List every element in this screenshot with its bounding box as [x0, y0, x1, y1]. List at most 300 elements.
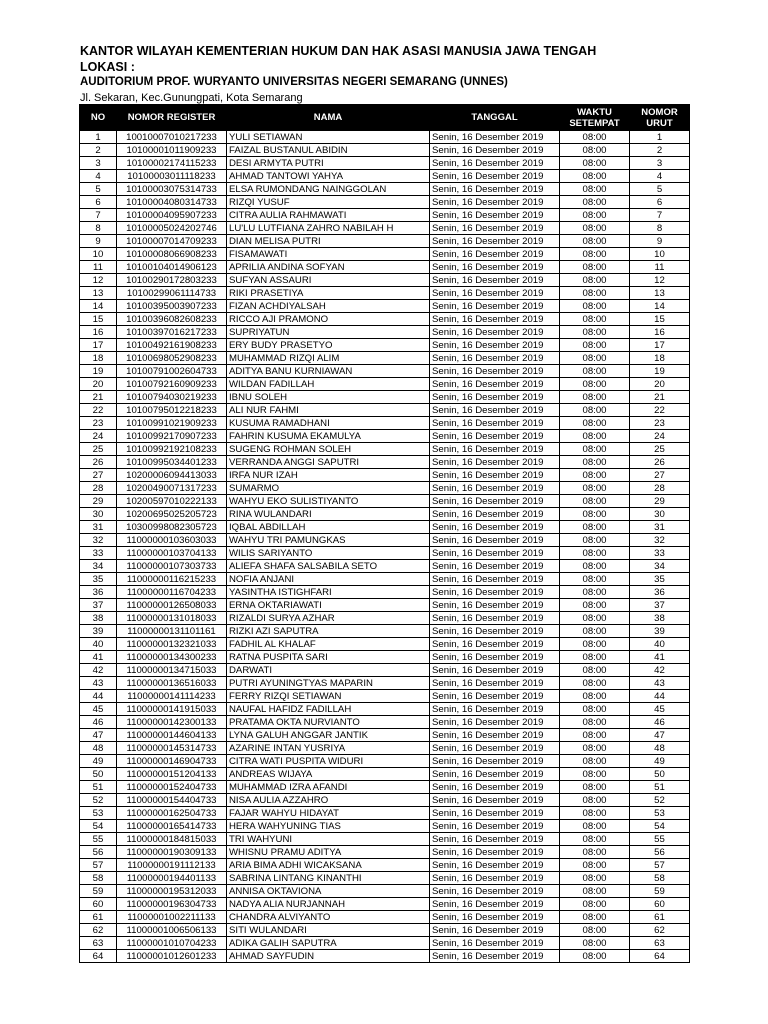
table-row — [80, 573, 690, 586]
table-row — [80, 911, 690, 924]
cell-waktu: 08:00 — [560, 729, 630, 742]
cell-nomor-urut: 39 — [630, 625, 690, 638]
cell-nomor-urut: 17 — [630, 339, 690, 352]
table-row — [80, 729, 690, 742]
cell-nama: APRILIA ANDINA SOFYAN — [227, 261, 430, 274]
cell-no: 57 — [80, 859, 117, 872]
header-waktu-line2: SETEMPAT — [569, 117, 620, 129]
cell-nomor-register: 10100002174115233 — [117, 157, 227, 170]
table-body — [80, 131, 690, 963]
cell-no: 49 — [80, 755, 117, 768]
table-row — [80, 742, 690, 755]
table-row — [80, 261, 690, 274]
table-row — [80, 794, 690, 807]
cell-waktu: 08:00 — [560, 300, 630, 313]
cell-tanggal: Senin, 16 Desember 2019 — [430, 365, 560, 378]
cell-nama: WILDAN FADILLAH — [227, 378, 430, 391]
cell-nomor-urut: 13 — [630, 287, 690, 300]
table-row — [80, 547, 690, 560]
cell-no: 63 — [80, 937, 117, 950]
cell-nomor-urut: 50 — [630, 768, 690, 781]
cell-tanggal: Senin, 16 Desember 2019 — [430, 560, 560, 573]
table-row — [80, 521, 690, 534]
cell-tanggal: Senin, 16 Desember 2019 — [430, 183, 560, 196]
table-row — [80, 443, 690, 456]
cell-nomor-register: 11000000134715033 — [117, 664, 227, 677]
table-row — [80, 885, 690, 898]
cell-tanggal: Senin, 16 Desember 2019 — [430, 248, 560, 261]
cell-tanggal: Senin, 16 Desember 2019 — [430, 274, 560, 287]
table-row — [80, 131, 690, 144]
cell-nomor-urut: 63 — [630, 937, 690, 950]
cell-tanggal: Senin, 16 Desember 2019 — [430, 521, 560, 534]
cell-nama: RIZQI YUSUF — [227, 196, 430, 209]
cell-no: 29 — [80, 495, 117, 508]
cell-tanggal: Senin, 16 Desember 2019 — [430, 300, 560, 313]
cell-tanggal: Senin, 16 Desember 2019 — [430, 352, 560, 365]
cell-no: 3 — [80, 157, 117, 170]
cell-waktu: 08:00 — [560, 183, 630, 196]
table-row — [80, 651, 690, 664]
cell-nomor-urut: 45 — [630, 703, 690, 716]
cell-nomor-register: 11000000116215233 — [117, 573, 227, 586]
cell-no: 31 — [80, 521, 117, 534]
cell-nomor-register: 11000000195312033 — [117, 885, 227, 898]
cell-no: 25 — [80, 443, 117, 456]
table-row — [80, 716, 690, 729]
cell-waktu: 08:00 — [560, 625, 630, 638]
header-urut-line1: NOMOR — [641, 106, 678, 118]
cell-tanggal: Senin, 16 Desember 2019 — [430, 612, 560, 625]
document-title: KANTOR WILAYAH KEMENTERIAN HUKUM DAN HAK ASASI MANUSIA JAWA TENGAH — [80, 44, 597, 58]
cell-no: 8 — [80, 222, 117, 235]
cell-nomor-urut: 10 — [630, 248, 690, 261]
cell-nomor-register: 11000000131101161 — [117, 625, 227, 638]
table-header-row — [80, 105, 690, 131]
cell-tanggal: Senin, 16 Desember 2019 — [430, 508, 560, 521]
cell-nama: CITRA AULIA RAHMAWATI — [227, 209, 430, 222]
cell-nomor-urut: 25 — [630, 443, 690, 456]
cell-nama: ALI NUR FAHMI — [227, 404, 430, 417]
cell-nama: NISA AULIA AZZAHRO — [227, 794, 430, 807]
table-row — [80, 950, 690, 963]
table-row — [80, 196, 690, 209]
cell-nama: IRFA NUR IZAH — [227, 469, 430, 482]
header-tanggal: TANGGAL — [430, 105, 560, 131]
cell-waktu: 08:00 — [560, 391, 630, 404]
cell-nama: TRI WAHYUNI — [227, 833, 430, 846]
cell-no: 24 — [80, 430, 117, 443]
cell-tanggal: Senin, 16 Desember 2019 — [430, 716, 560, 729]
table-row — [80, 612, 690, 625]
cell-nama: VERRANDA ANGGI SAPUTRI — [227, 456, 430, 469]
cell-nomor-register: 11000000116704233 — [117, 586, 227, 599]
cell-nama: ERNA OKTARIAWATI — [227, 599, 430, 612]
cell-tanggal: Senin, 16 Desember 2019 — [430, 131, 560, 144]
cell-no: 20 — [80, 378, 117, 391]
cell-nama: RINA WULANDARI — [227, 508, 430, 521]
cell-no: 56 — [80, 846, 117, 859]
cell-nama: RIZALDI SURYA AZHAR — [227, 612, 430, 625]
cell-no: 26 — [80, 456, 117, 469]
table-row — [80, 508, 690, 521]
cell-nomor-urut: 3 — [630, 157, 690, 170]
cell-waktu: 08:00 — [560, 612, 630, 625]
cell-no: 48 — [80, 742, 117, 755]
table-row — [80, 924, 690, 937]
cell-nomor-urut: 24 — [630, 430, 690, 443]
cell-nomor-register: 11000000190309133 — [117, 846, 227, 859]
cell-waktu: 08:00 — [560, 209, 630, 222]
cell-nama: ADITYA BANU KURNIAWAN — [227, 365, 430, 378]
cell-tanggal: Senin, 16 Desember 2019 — [430, 235, 560, 248]
cell-nomor-register: 10100290172803233 — [117, 274, 227, 287]
cell-nomor-register: 10100003075314733 — [117, 183, 227, 196]
cell-tanggal: Senin, 16 Desember 2019 — [430, 781, 560, 794]
table-row — [80, 820, 690, 833]
cell-waktu: 08:00 — [560, 716, 630, 729]
cell-nama: WHISNU PRAMU ADITYA — [227, 846, 430, 859]
cell-nama: HERA WAHYUNING TIAS — [227, 820, 430, 833]
cell-waktu: 08:00 — [560, 482, 630, 495]
cell-nomor-register: 11000000134300233 — [117, 651, 227, 664]
cell-nomor-register: 11000000142300133 — [117, 716, 227, 729]
cell-nama: RATNA PUSPITA SARI — [227, 651, 430, 664]
cell-nama: ARIA BIMA ADHI WICAKSANA — [227, 859, 430, 872]
cell-no: 10 — [80, 248, 117, 261]
cell-waktu: 08:00 — [560, 820, 630, 833]
cell-waktu: 08:00 — [560, 885, 630, 898]
cell-nomor-urut: 4 — [630, 170, 690, 183]
cell-nomor-register: 11000000154404733 — [117, 794, 227, 807]
cell-nama: AHMAD SAYFUDIN — [227, 950, 430, 963]
cell-nomor-register: 10100104014906123 — [117, 261, 227, 274]
cell-no: 64 — [80, 950, 117, 963]
table-row — [80, 560, 690, 573]
table-row — [80, 313, 690, 326]
cell-no: 43 — [80, 677, 117, 690]
cell-nama: FIZAN ACHDIYALSAH — [227, 300, 430, 313]
cell-tanggal: Senin, 16 Desember 2019 — [430, 950, 560, 963]
cell-no: 11 — [80, 261, 117, 274]
cell-no: 6 — [80, 196, 117, 209]
cell-no: 61 — [80, 911, 117, 924]
cell-nama: MUHAMMAD RIZQI ALIM — [227, 352, 430, 365]
cell-no: 33 — [80, 547, 117, 560]
cell-nama: AHMAD TANTOWI YAHYA — [227, 170, 430, 183]
cell-nomor-register: 11000000131018033 — [117, 612, 227, 625]
cell-no: 39 — [80, 625, 117, 638]
cell-nomor-register: 10100992192108233 — [117, 443, 227, 456]
cell-waktu: 08:00 — [560, 365, 630, 378]
cell-nomor-urut: 36 — [630, 586, 690, 599]
cell-nama: DARWATI — [227, 664, 430, 677]
cell-no: 41 — [80, 651, 117, 664]
cell-waktu: 08:00 — [560, 547, 630, 560]
cell-tanggal: Senin, 16 Desember 2019 — [430, 664, 560, 677]
table-row — [80, 690, 690, 703]
header-nomor-urut — [630, 105, 690, 131]
cell-tanggal: Senin, 16 Desember 2019 — [430, 742, 560, 755]
cell-nomor-urut: 43 — [630, 677, 690, 690]
cell-tanggal: Senin, 16 Desember 2019 — [430, 287, 560, 300]
cell-nomor-register: 11000000141114233 — [117, 690, 227, 703]
cell-nama: LU'LU LUTFIANA ZAHRO NABILAH H — [227, 222, 430, 235]
table-row — [80, 625, 690, 638]
cell-nama: NAUFAL HAFIDZ FADILLAH — [227, 703, 430, 716]
table-row — [80, 222, 690, 235]
cell-no: 27 — [80, 469, 117, 482]
cell-nomor-register: 10200490071317233 — [117, 482, 227, 495]
cell-nomor-register: 10300998082305723 — [117, 521, 227, 534]
cell-waktu: 08:00 — [560, 742, 630, 755]
cell-nomor-urut: 19 — [630, 365, 690, 378]
cell-no: 14 — [80, 300, 117, 313]
cell-nomor-urut: 5 — [630, 183, 690, 196]
cell-nama: ADIKA GALIH SAPUTRA — [227, 937, 430, 950]
cell-nomor-register: 11000000165414733 — [117, 820, 227, 833]
cell-tanggal: Senin, 16 Desember 2019 — [430, 690, 560, 703]
cell-nomor-urut: 26 — [630, 456, 690, 469]
cell-nomor-urut: 2 — [630, 144, 690, 157]
cell-no: 2 — [80, 144, 117, 157]
cell-nomor-register: 11000000194401133 — [117, 872, 227, 885]
cell-nomor-urut: 1 — [630, 131, 690, 144]
cell-nama: FERRY RIZQI SETIAWAN — [227, 690, 430, 703]
cell-nomor-urut: 28 — [630, 482, 690, 495]
cell-no: 36 — [80, 586, 117, 599]
cell-nama: SITI WULANDARI — [227, 924, 430, 937]
cell-no: 28 — [80, 482, 117, 495]
cell-nomor-register: 10200597010222133 — [117, 495, 227, 508]
table-row — [80, 352, 690, 365]
cell-nama: IBNU SOLEH — [227, 391, 430, 404]
cell-nomor-urut: 18 — [630, 352, 690, 365]
header-waktu-setempat — [560, 105, 630, 131]
cell-nama: NOFIA ANJANI — [227, 573, 430, 586]
cell-tanggal: Senin, 16 Desember 2019 — [430, 872, 560, 885]
table-row — [80, 534, 690, 547]
cell-nomor-urut: 44 — [630, 690, 690, 703]
header-urut-line2: URUT — [646, 117, 673, 129]
cell-waktu: 08:00 — [560, 755, 630, 768]
venue-address: Jl. Sekaran, Kec.Gunungpati, Kota Semarang — [80, 92, 303, 104]
cell-nomor-urut: 42 — [630, 664, 690, 677]
table-row — [80, 638, 690, 651]
cell-no: 53 — [80, 807, 117, 820]
cell-nomor-urut: 38 — [630, 612, 690, 625]
cell-nama: SUPRIYATUN — [227, 326, 430, 339]
cell-waktu: 08:00 — [560, 911, 630, 924]
cell-nama: DIAN MELISA PUTRI — [227, 235, 430, 248]
cell-nomor-register: 10100008066908233 — [117, 248, 227, 261]
cell-no: 50 — [80, 768, 117, 781]
cell-nomor-register: 10100795012218233 — [117, 404, 227, 417]
cell-nama: LYNA GALUH ANGGAR JANTIK — [227, 729, 430, 742]
cell-tanggal: Senin, 16 Desember 2019 — [430, 417, 560, 430]
cell-waktu: 08:00 — [560, 131, 630, 144]
cell-waktu: 08:00 — [560, 469, 630, 482]
cell-no: 23 — [80, 417, 117, 430]
cell-tanggal: Senin, 16 Desember 2019 — [430, 820, 560, 833]
cell-waktu: 08:00 — [560, 833, 630, 846]
cell-nomor-register: 10100794030219233 — [117, 391, 227, 404]
cell-waktu: 08:00 — [560, 352, 630, 365]
cell-tanggal: Senin, 16 Desember 2019 — [430, 677, 560, 690]
cell-tanggal: Senin, 16 Desember 2019 — [430, 599, 560, 612]
table-row — [80, 430, 690, 443]
table-row — [80, 157, 690, 170]
cell-nama: ALIEFA SHAFA SALSABILA SETO — [227, 560, 430, 573]
cell-waktu: 08:00 — [560, 781, 630, 794]
cell-nomor-register: 11000000144604133 — [117, 729, 227, 742]
cell-nama: FAHRIN KUSUMA EKAMULYA — [227, 430, 430, 443]
cell-tanggal: Senin, 16 Desember 2019 — [430, 404, 560, 417]
table-row — [80, 365, 690, 378]
cell-nomor-register: 10100007014709233 — [117, 235, 227, 248]
cell-nama: PRATAMA OKTA NURVIANTO — [227, 716, 430, 729]
cell-nomor-register: 10100792160909233 — [117, 378, 227, 391]
cell-nomor-urut: 37 — [630, 599, 690, 612]
cell-nomor-urut: 56 — [630, 846, 690, 859]
cell-nama: YASINTHA ISTIGHFARI — [227, 586, 430, 599]
cell-nomor-urut: 31 — [630, 521, 690, 534]
cell-nomor-urut: 51 — [630, 781, 690, 794]
cell-nomor-register: 11000000107303733 — [117, 560, 227, 573]
table-row — [80, 664, 690, 677]
cell-nama: DESI ARMYTA PUTRI — [227, 157, 430, 170]
cell-waktu: 08:00 — [560, 274, 630, 287]
cell-no: 7 — [80, 209, 117, 222]
cell-waktu: 08:00 — [560, 287, 630, 300]
table-row — [80, 209, 690, 222]
cell-tanggal: Senin, 16 Desember 2019 — [430, 898, 560, 911]
cell-tanggal: Senin, 16 Desember 2019 — [430, 586, 560, 599]
table-row — [80, 391, 690, 404]
cell-nomor-register: 10100299061114733 — [117, 287, 227, 300]
cell-waktu: 08:00 — [560, 950, 630, 963]
cell-waktu: 08:00 — [560, 573, 630, 586]
table-row — [80, 456, 690, 469]
cell-nama: ELSA RUMONDANG NAINGGOLAN — [227, 183, 430, 196]
cell-no: 5 — [80, 183, 117, 196]
cell-no: 38 — [80, 612, 117, 625]
cell-nomor-urut: 21 — [630, 391, 690, 404]
cell-nomor-urut: 59 — [630, 885, 690, 898]
cell-tanggal: Senin, 16 Desember 2019 — [430, 937, 560, 950]
cell-no: 17 — [80, 339, 117, 352]
cell-waktu: 08:00 — [560, 807, 630, 820]
cell-nomor-register: 11000000196304733 — [117, 898, 227, 911]
cell-nomor-urut: 40 — [630, 638, 690, 651]
cell-waktu: 08:00 — [560, 638, 630, 651]
cell-nomor-urut: 53 — [630, 807, 690, 820]
cell-no: 51 — [80, 781, 117, 794]
table-row — [80, 170, 690, 183]
table-row — [80, 599, 690, 612]
cell-tanggal: Senin, 16 Desember 2019 — [430, 755, 560, 768]
cell-waktu: 08:00 — [560, 313, 630, 326]
cell-nama: WILIS SARIYANTO — [227, 547, 430, 560]
cell-nomor-urut: 16 — [630, 326, 690, 339]
cell-tanggal: Senin, 16 Desember 2019 — [430, 846, 560, 859]
cell-nama: AZARINE INTAN YUSRIYA — [227, 742, 430, 755]
cell-tanggal: Senin, 16 Desember 2019 — [430, 378, 560, 391]
cell-no: 42 — [80, 664, 117, 677]
table-row — [80, 183, 690, 196]
cell-nomor-urut: 8 — [630, 222, 690, 235]
cell-nama: MUHAMMAD IZRA AFANDI — [227, 781, 430, 794]
table-row — [80, 287, 690, 300]
cell-tanggal: Senin, 16 Desember 2019 — [430, 313, 560, 326]
table-row — [80, 807, 690, 820]
cell-nama: CHANDRA ALVIYANTO — [227, 911, 430, 924]
cell-no: 15 — [80, 313, 117, 326]
cell-tanggal: Senin, 16 Desember 2019 — [430, 456, 560, 469]
cell-nomor-urut: 48 — [630, 742, 690, 755]
cell-nomor-urut: 7 — [630, 209, 690, 222]
cell-tanggal: Senin, 16 Desember 2019 — [430, 339, 560, 352]
table-row — [80, 248, 690, 261]
cell-tanggal: Senin, 16 Desember 2019 — [430, 573, 560, 586]
cell-waktu: 08:00 — [560, 222, 630, 235]
cell-waktu: 08:00 — [560, 144, 630, 157]
cell-nomor-register: 10100001011909233 — [117, 144, 227, 157]
cell-nomor-urut: 62 — [630, 924, 690, 937]
cell-no: 60 — [80, 898, 117, 911]
cell-nomor-register: 11000000126508033 — [117, 599, 227, 612]
cell-waktu: 08:00 — [560, 560, 630, 573]
cell-tanggal: Senin, 16 Desember 2019 — [430, 326, 560, 339]
cell-no: 37 — [80, 599, 117, 612]
cell-nomor-urut: 29 — [630, 495, 690, 508]
header-nomor-register: NOMOR REGISTER — [117, 105, 227, 131]
cell-tanggal: Senin, 16 Desember 2019 — [430, 625, 560, 638]
cell-nomor-register: 10010007010217233 — [117, 131, 227, 144]
cell-waktu: 08:00 — [560, 261, 630, 274]
cell-tanggal: Senin, 16 Desember 2019 — [430, 807, 560, 820]
cell-nomor-urut: 60 — [630, 898, 690, 911]
table-row — [80, 677, 690, 690]
cell-waktu: 08:00 — [560, 339, 630, 352]
table-row — [80, 235, 690, 248]
table-row — [80, 703, 690, 716]
cell-tanggal: Senin, 16 Desember 2019 — [430, 833, 560, 846]
cell-waktu: 08:00 — [560, 534, 630, 547]
cell-no: 54 — [80, 820, 117, 833]
cell-waktu: 08:00 — [560, 794, 630, 807]
cell-nomor-urut: 22 — [630, 404, 690, 417]
cell-waktu: 08:00 — [560, 937, 630, 950]
cell-nama: FAIZAL BUSTANUL ABIDIN — [227, 144, 430, 157]
cell-no: 30 — [80, 508, 117, 521]
cell-waktu: 08:00 — [560, 326, 630, 339]
cell-tanggal: Senin, 16 Desember 2019 — [430, 859, 560, 872]
cell-nomor-urut: 34 — [630, 560, 690, 573]
cell-nomor-urut: 20 — [630, 378, 690, 391]
cell-no: 19 — [80, 365, 117, 378]
cell-nomor-urut: 49 — [630, 755, 690, 768]
cell-nama: NADYA ALIA NURJANNAH — [227, 898, 430, 911]
cell-nomor-register: 10100004095907233 — [117, 209, 227, 222]
cell-nama: ANDREAS WIJAYA — [227, 768, 430, 781]
cell-waktu: 08:00 — [560, 248, 630, 261]
cell-nomor-register: 11000001002211133 — [117, 911, 227, 924]
cell-no: 44 — [80, 690, 117, 703]
table-row — [80, 339, 690, 352]
cell-nama: FAJAR WAHYU HIDAYAT — [227, 807, 430, 820]
cell-nomor-urut: 30 — [630, 508, 690, 521]
